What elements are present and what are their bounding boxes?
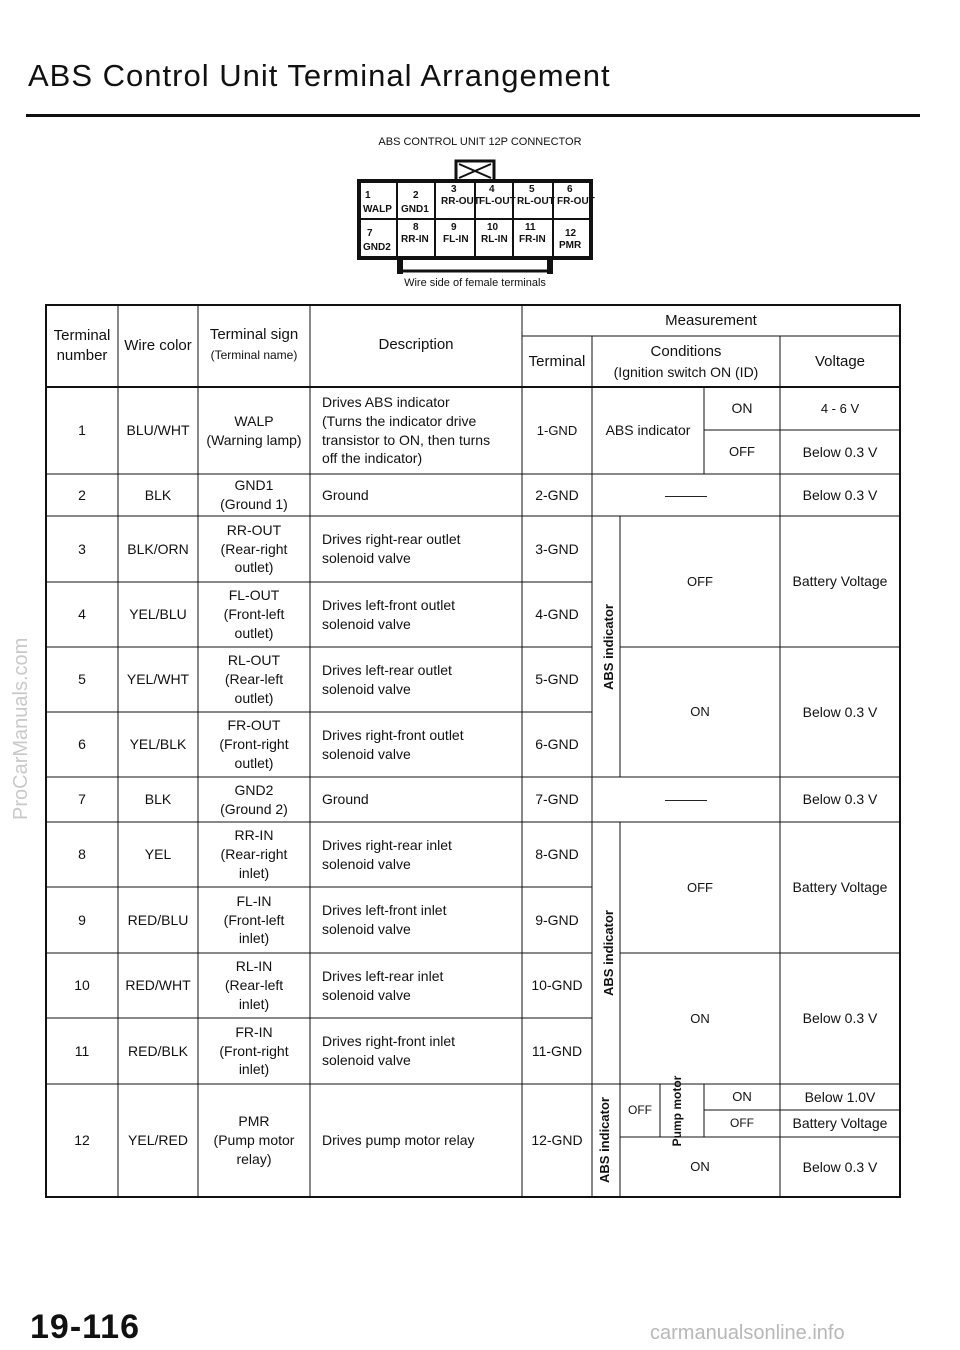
pin-2-num: 2: [413, 190, 419, 201]
row-1-condition: ABS indicator: [605, 422, 691, 439]
header-measurement: Measurement: [665, 311, 757, 329]
row-4-terminal: 4-GND: [535, 606, 579, 623]
pin-2-name: GND1: [401, 204, 429, 215]
page-title: ABS Control Unit Terminal Arrangement: [28, 58, 611, 93]
row-10-terminal: 10-GND: [531, 977, 583, 994]
row-1-off: OFF: [729, 444, 755, 460]
row-1-desc: Drives ABS indicator (Turns the indicator drive transistor to ON, then turns off the indicator): [322, 393, 491, 467]
rows-3-6-off-voltage: Battery Voltage: [792, 573, 888, 590]
row-8-terminal: 8-GND: [535, 846, 579, 863]
row-6-desc: Drives right-front outlet solenoid valve: [322, 726, 464, 762]
row-3-number: 3: [78, 540, 86, 557]
page-number: 19-116: [30, 1308, 140, 1346]
row-10-color: RED/WHT: [125, 977, 191, 994]
row-10-desc: Drives left-rear inlet solenoid valve: [322, 967, 444, 1003]
row-2-terminal: 2-GND: [535, 486, 579, 503]
pin-6-num: 6: [567, 184, 573, 195]
header-conditions: Conditions: [650, 342, 722, 360]
pin-5-num: 5: [529, 184, 535, 195]
row-8-desc: Drives right-rear inlet solenoid valve: [322, 836, 452, 872]
row-10-sign: RL-IN (Rear-left inlet): [224, 958, 284, 1012]
header-wire-color: Wire color: [124, 336, 192, 354]
header-terminal: Terminal: [528, 352, 586, 370]
row-12-abs-on: ON: [690, 1159, 710, 1175]
row-3-terminal: 3-GND: [535, 540, 579, 557]
title-rule: [26, 114, 920, 117]
pin-4-name: FL-OUT: [479, 196, 516, 207]
row-12-abs-indicator: ABS indicator: [597, 1097, 612, 1183]
row-8-sign: RR-IN (Rear-right inlet): [220, 827, 288, 881]
row-4-color: YEL/BLU: [129, 606, 187, 623]
row-4-sign: FL-OUT (Front-left outlet): [223, 587, 285, 641]
row-12-pump-off-voltage: Battery Voltage: [792, 1115, 888, 1132]
pin-11-name: FR-IN: [519, 234, 546, 245]
connector-caption: Wire side of female terminals: [404, 277, 546, 289]
row-3-sign: RR-OUT (Rear-right outlet): [220, 521, 288, 576]
row-5-terminal: 5-GND: [535, 671, 579, 688]
rows-3-6-on: ON: [690, 704, 710, 720]
row-3-color: BLK/ORN: [127, 540, 189, 557]
row-5-number: 5: [78, 671, 86, 688]
pin-9-num: 9: [451, 222, 457, 233]
row-6-terminal: 6-GND: [535, 736, 579, 753]
row-7-terminal: 7-GND: [535, 791, 579, 808]
row-2-number: 2: [78, 486, 86, 503]
row-11-sign: FR-IN (Front-right inlet): [219, 1023, 289, 1078]
row-12-abs-off: OFF: [628, 1103, 652, 1118]
pin-1-name: WALP: [363, 204, 392, 215]
row-1-on: ON: [731, 400, 753, 417]
row-6-number: 6: [78, 736, 86, 753]
row-7-color: BLK: [144, 791, 172, 808]
pin-12-name: PMR: [559, 240, 582, 251]
pin-8-name: RR-IN: [401, 234, 429, 245]
row-1-number: 1: [78, 422, 86, 439]
header-terminal-name: (Terminal name): [210, 347, 298, 362]
row-11-desc: Drives right-front inlet solenoid valve: [322, 1033, 456, 1068]
row-1-terminal: 1-GND: [536, 422, 578, 438]
connector-diagram: [355, 158, 595, 276]
pin-9-name: FL-IN: [443, 234, 469, 245]
row-7-condition: ———: [665, 791, 707, 808]
row-12-pump-on: ON: [732, 1089, 752, 1105]
row-9-sign: FL-IN (Front-left inlet): [223, 892, 285, 947]
row-9-number: 9: [78, 911, 86, 928]
side-watermark: ProCarManuals.com: [10, 637, 32, 820]
row-1-off-voltage: Below 0.3 V: [802, 443, 878, 460]
row-2-sign: GND1 (Ground 1): [220, 477, 288, 512]
row-8-color: YEL: [144, 846, 172, 863]
row-2-color: BLK: [144, 486, 172, 503]
pin-10-num: 10: [487, 222, 499, 233]
row-12-desc: Drives pump motor relay: [322, 1132, 475, 1149]
row-12-terminal: 12-GND: [531, 1132, 583, 1149]
pin-4-num: 4: [489, 184, 495, 195]
row-2-desc: Ground: [322, 486, 369, 503]
row-11-terminal: 11-GND: [531, 1042, 583, 1059]
row-9-terminal: 9-GND: [535, 911, 579, 928]
header-terminal-sign: Terminal sign: [209, 325, 299, 343]
row-12-pump-on-voltage: Below 1.0V: [804, 1088, 876, 1105]
row-4-desc: Drives left-front outlet solenoid valve: [322, 596, 456, 632]
row-1-on-voltage: 4 - 6 V: [820, 400, 860, 416]
row-7-number: 7: [78, 791, 86, 808]
pin-12-num: 12: [565, 228, 577, 239]
row-2-voltage: Below 0.3 V: [802, 486, 878, 503]
row-2-condition: ———: [665, 486, 707, 503]
row-12-pump-off: OFF: [730, 1116, 754, 1131]
rows-8-11-on: ON: [690, 1010, 710, 1026]
header-terminal-number: Terminal number: [53, 326, 111, 364]
row-5-desc: Drives left-rear outlet solenoid valve: [322, 661, 452, 697]
row-5-color: YEL/WHT: [126, 671, 190, 688]
row-7-desc: Ground: [322, 791, 369, 808]
row-6-sign: FR-OUT (Front-right outlet): [219, 717, 289, 771]
header-conditions-sub: (Ignition switch ON (ID): [613, 363, 759, 380]
rows-3-6-on-voltage: Below 0.3 V: [802, 703, 878, 720]
rows-8-11-on-voltage: Below 0.3 V: [802, 1010, 878, 1027]
rows-8-11-off: OFF: [687, 879, 713, 895]
pin-10-name: RL-IN: [481, 234, 508, 245]
bottom-watermark: carmanualsonline.info: [650, 1322, 845, 1344]
pin-8-num: 8: [413, 222, 419, 233]
row-6-color: YEL/BLK: [129, 736, 187, 753]
row-12-abs-on-voltage: Below 0.3 V: [802, 1158, 878, 1175]
pin-7-num: 7: [367, 228, 373, 239]
pin-3-name: RR-OUT: [441, 196, 480, 207]
pin-6-name: FR-OUT: [557, 196, 595, 207]
row-7-sign: GND2 (Ground 2): [220, 781, 288, 817]
row-12-pump-motor: Pump motor: [670, 1075, 684, 1147]
row-5-sign: RL-OUT (Rear-left outlet): [224, 652, 284, 706]
row-1-sign: WALP (Warning lamp): [206, 412, 302, 448]
row-12-sign: PMR (Pump motor relay): [213, 1113, 295, 1167]
row-9-desc: Drives left-front inlet solenoid valve: [322, 902, 447, 937]
row-11-color: RED/BLK: [128, 1042, 188, 1059]
pin-7-name: GND2: [363, 242, 391, 253]
rows-8-11-off-voltage: Battery Voltage: [792, 879, 888, 896]
pin-1-num: 1: [365, 190, 371, 201]
rows-3-6-abs-indicator: ABS indicator: [601, 604, 616, 690]
row-8-number: 8: [78, 846, 86, 863]
row-7-voltage: Below 0.3 V: [802, 791, 878, 808]
row-1-color: BLU/WHT: [126, 422, 190, 439]
row-4-number: 4: [78, 606, 86, 623]
row-10-number: 10: [74, 977, 90, 994]
pin-3-num: 3: [451, 184, 457, 195]
header-description: Description: [378, 335, 454, 353]
pin-11-num: 11: [525, 222, 536, 233]
row-9-color: RED/BLU: [127, 911, 189, 928]
row-12-number: 12: [74, 1132, 90, 1149]
row-3-desc: Drives right-rear outlet solenoid valve: [322, 531, 461, 566]
header-voltage: Voltage: [814, 352, 866, 370]
row-11-number: 11: [74, 1042, 90, 1059]
connector-title: ABS CONTROL UNIT 12P CONNECTOR: [378, 136, 582, 148]
rows-3-6-off: OFF: [687, 573, 713, 589]
pin-5-name: RL-OUT: [517, 196, 555, 207]
row-12-color: YEL/RED: [128, 1132, 188, 1149]
rows-8-11-abs-indicator: ABS indicator: [601, 910, 616, 996]
